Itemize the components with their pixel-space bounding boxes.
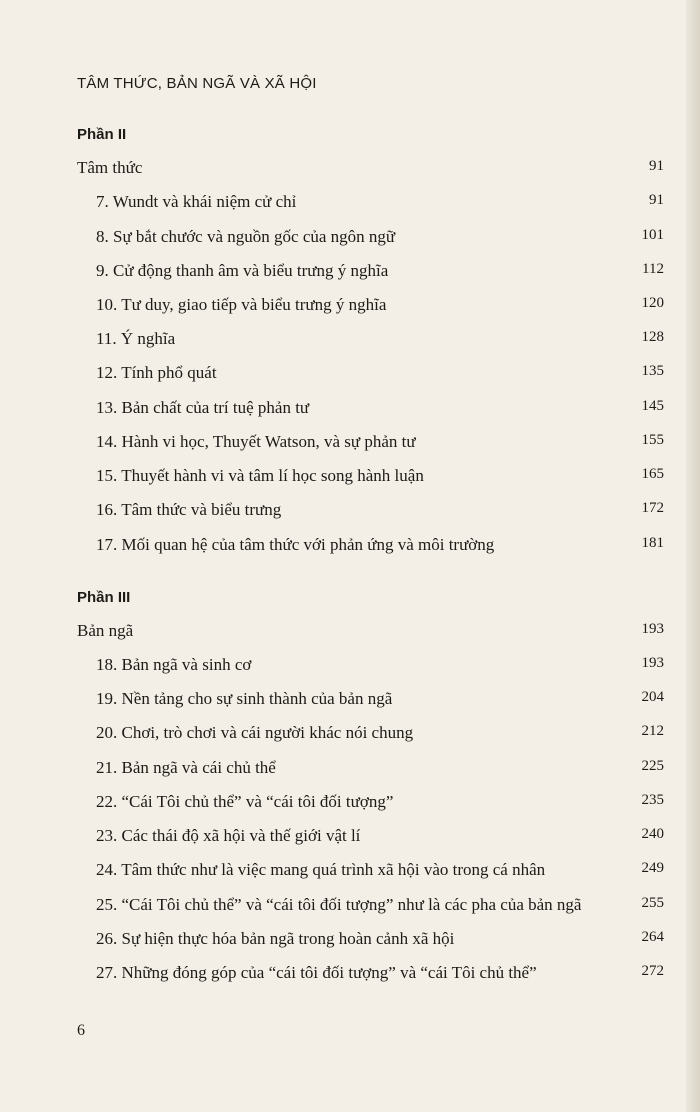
toc-chapter-title: 14. Hành vi học, Thuyết Watson, và sự phản tư	[96, 432, 416, 451]
toc-page-number: 240	[641, 826, 664, 842]
toc-chapter-row[interactable]	[0, 963, 700, 989]
toc-chapter-title: 11. Ý nghĩa	[96, 329, 176, 348]
toc-chapter-row[interactable]	[0, 295, 700, 321]
running-head: TÂM THỨC, BẢN NGÃ VÀ XÃ HỘI	[77, 75, 317, 92]
toc-chapter-title: 13. Bản chất của trí tuệ phản tư	[96, 398, 310, 417]
toc-chapter-title: 21. Bản ngã và cái chủ thể	[96, 758, 276, 777]
part-label-3: Phần III	[77, 589, 131, 606]
toc-page-number: 155	[641, 432, 664, 448]
toc-page-number: 249	[641, 860, 664, 876]
toc-chapter-title: 22. “Cái Tôi chủ thể” và “cái tôi đối tượng”	[96, 792, 394, 811]
toc-chapter-row[interactable]	[0, 500, 700, 526]
toc-section-title: Bản ngã	[77, 621, 134, 640]
toc-page-number: 193	[641, 655, 664, 671]
toc-page-number: 120	[641, 295, 664, 311]
toc-chapter-title: 23. Các thái độ xã hội và thế giới vật lí	[96, 826, 361, 845]
toc-page-number: 264	[641, 929, 664, 945]
toc-section-title: Tâm thức	[77, 158, 143, 177]
page-folio: 6	[77, 1022, 85, 1039]
toc-page-number: 272	[641, 963, 664, 979]
toc-chapter-title: 19. Nền tảng cho sự sinh thành của bản ngã	[96, 689, 393, 708]
toc-page-number: 181	[641, 535, 664, 551]
toc-chapter-row[interactable]	[0, 655, 700, 681]
toc-chapter-row[interactable]	[0, 689, 700, 715]
toc-page-number: 212	[641, 723, 664, 739]
toc-page-number: 135	[641, 363, 664, 379]
toc-page-number: 91	[649, 192, 664, 208]
toc-chapter-title: 20. Chơi, trò chơi và cái người khác nói chung	[96, 723, 414, 742]
toc-section-row[interactable]	[0, 158, 700, 184]
toc-chapter-title: 7. Wundt và khái niệm cử chỉ	[96, 192, 297, 211]
toc-chapter-row[interactable]	[0, 860, 700, 886]
toc-chapter-title: 9. Cử động thanh âm và biểu trưng ý nghĩa	[96, 261, 389, 280]
toc-chapter-row[interactable]	[0, 758, 700, 784]
toc-chapter-row[interactable]	[0, 261, 700, 287]
toc-section-row[interactable]	[0, 621, 700, 647]
toc-page-number: 128	[641, 329, 664, 345]
toc-chapter-row[interactable]	[0, 826, 700, 852]
part-label-2: Phần II	[77, 126, 127, 143]
toc-page-number: 112	[642, 261, 664, 277]
toc-chapter-title: 10. Tư duy, giao tiếp và biểu trưng ý nghĩa	[96, 295, 387, 314]
toc-page-number: 101	[641, 227, 664, 243]
toc-chapter-row[interactable]	[0, 895, 700, 921]
toc-page-number: 145	[641, 398, 664, 414]
toc-page-number: 91	[649, 158, 664, 174]
toc-page-number: 225	[641, 758, 664, 774]
toc-chapter-title: 24. Tâm thức như là việc mang quá trình xã hội vào trong cá nhân	[96, 860, 546, 879]
toc-chapter-title: 8. Sự bắt chước và nguồn gốc của ngôn ngữ	[96, 227, 396, 246]
toc-chapter-row[interactable]	[0, 363, 700, 389]
toc-chapter-title: 12. Tính phổ quát	[96, 363, 217, 382]
toc-chapter-title: 15. Thuyết hành vi và tâm lí học song hành luận	[96, 466, 424, 485]
toc-chapter-title: 26. Sự hiện thực hóa bản ngã trong hoàn cảnh xã hội	[96, 929, 455, 948]
toc-chapter-row[interactable]	[0, 466, 700, 492]
toc-chapter-row[interactable]	[0, 398, 700, 424]
toc-page-number: 255	[641, 895, 664, 911]
toc-chapter-title: 18. Bản ngã và sinh cơ	[96, 655, 252, 674]
toc-page-number: 193	[641, 621, 664, 637]
toc-chapter-title: 25. “Cái Tôi chủ thể” và “cái tôi đối tượng” như là các pha của bản ngã	[96, 895, 582, 914]
toc-page-number: 235	[641, 792, 664, 808]
toc-chapter-title: 16. Tâm thức và biểu trưng	[96, 500, 282, 519]
toc-page-number: 204	[641, 689, 664, 705]
toc-page-number: 172	[641, 500, 664, 516]
toc-chapter-row[interactable]	[0, 432, 700, 458]
toc-chapter-row[interactable]	[0, 227, 700, 253]
toc-chapter-row[interactable]	[0, 535, 700, 561]
toc-chapter-row[interactable]	[0, 723, 700, 749]
toc-page-number: 165	[641, 466, 664, 482]
toc-chapter-row[interactable]	[0, 792, 700, 818]
toc-chapter-title: 17. Mối quan hệ của tâm thức với phản ứng và môi trường	[96, 535, 495, 554]
toc-chapter-row[interactable]	[0, 192, 700, 218]
toc-chapter-row[interactable]	[0, 929, 700, 955]
toc-chapter-row[interactable]	[0, 329, 700, 355]
toc-chapter-title: 27. Những đóng góp của “cái tôi đối tượng” và “cái Tôi chủ thể”	[96, 963, 537, 982]
